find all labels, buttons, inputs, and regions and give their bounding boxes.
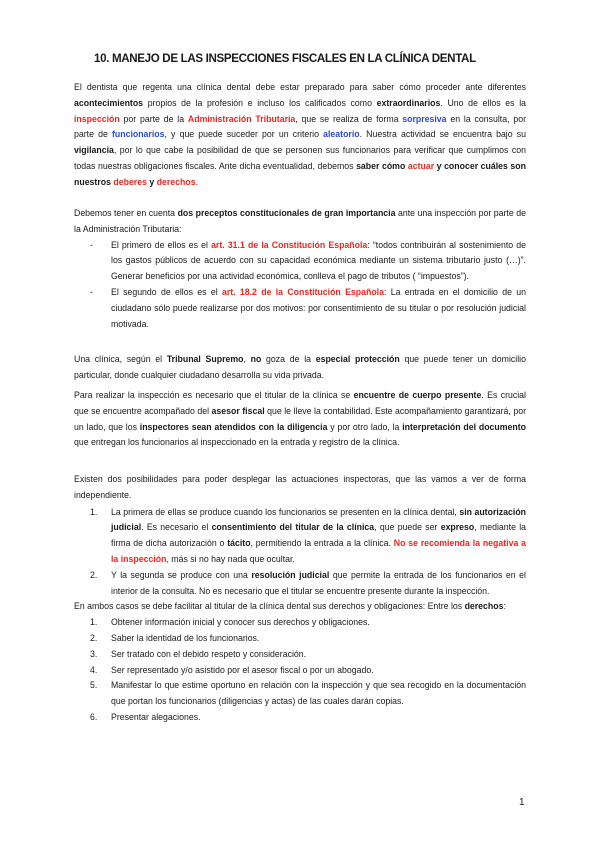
list-number: 1. <box>90 617 98 628</box>
supreme-court-paragraph <box>74 352 526 384</box>
text-run: , por lo que cabe la posibilidad de que se personen sus funcionarios para verificar que cumplimos con todas nuestras obligaciones fiscales. Ante dicha eventualidad, debemos <box>74 145 526 171</box>
highlight-red: Administración Tributaria <box>187 113 296 124</box>
rights-item-text: Obtener información inicial y conocer sus derechos y obligaciones. <box>111 617 370 628</box>
text-run: , mediante la firma de dicha autorización o <box>111 522 527 549</box>
list-item <box>74 238 526 285</box>
highlight-red: art. 18.2 de la Constitución Española <box>221 286 384 297</box>
text-run: y por otro lado, la <box>327 421 403 432</box>
text-run: : “todos contribuirán al sostenimiento de los gastos públicos de acuerdo con su capacidad económica mediante un sistema tributario justo (…)”. Generar beneficios por una actividad económica, conlleva el pago de tributos ( “impuestos”). <box>111 239 526 282</box>
text-run: Existen dos posibilidades para poder desplegar las actuaciones inspectoras, que las vamos a ver de forma independiente. <box>74 474 526 500</box>
text-run: . <box>195 176 199 187</box>
bullet-marker: - <box>90 286 93 297</box>
bold-run: resolución judicial <box>251 569 330 580</box>
bold-run: inspectores sean atendidos con la diligencia <box>139 421 328 432</box>
list-number: 2. <box>90 569 98 580</box>
bold-run: interpretación del documento <box>402 421 527 432</box>
bold-run: y <box>146 176 157 187</box>
text-run: . Es crucial que se encuentre acompañado del <box>74 390 526 416</box>
rights-item-text: Ser representado y/o asistido por el asesor fiscal o por un abogado. <box>111 664 374 675</box>
list-item <box>74 505 526 568</box>
text-run: , más si no hay nada que ocultar. <box>166 553 295 564</box>
bold-run: Tribunal Supremo <box>166 354 244 364</box>
bold-run: derechos <box>464 601 504 612</box>
bold-run: extraordinarios <box>376 97 441 108</box>
list-number: 6. <box>90 711 98 722</box>
bold-run: expreso <box>440 522 475 533</box>
text-run: por parte de la <box>119 113 188 124</box>
text-run: Debemos tener en cuenta <box>74 208 178 218</box>
rights-list-item <box>74 663 526 679</box>
text-run: que puede tener un domicilio particular, donde cualquier ciudadano desarrolla su vida privada. <box>74 354 526 380</box>
text-run: En ambos casos se debe facilitar al titular de la clínica dental sus derechos y obligaciones: Entre los <box>74 601 465 612</box>
bold-run: encuentre de cuerpo presente <box>353 390 482 400</box>
rights-item-text: Ser tratado con el debido respeto y consideración. <box>111 648 307 659</box>
highlight-red: deberes <box>110 176 147 187</box>
text-run: El dentista que regenta una clínica dental debe estar preparado para saber cómo proceder ante diferentes <box>74 82 526 92</box>
list-number: 4. <box>90 664 98 675</box>
page-number: 1 <box>519 797 525 808</box>
bold-run: especial protección <box>315 354 400 364</box>
text-run: Una clínica, según el <box>74 354 167 364</box>
list-number: 2. <box>90 632 98 643</box>
text-run: ante una inspección por parte de la Administración Tributaria: <box>74 208 526 234</box>
bold-run: tácito <box>227 538 251 549</box>
presence-paragraph <box>74 388 526 451</box>
text-run: . Es necesario el <box>141 522 212 533</box>
text-run: Y la segunda se produce con una <box>111 569 252 580</box>
bold-run: y conocer cuáles son nuestros <box>74 160 526 187</box>
bold-run: acontecimientos <box>74 97 144 108</box>
list-number: 3. <box>90 648 98 659</box>
text-run: Para realizar la inspección es necesario que el titular de la clínica se <box>74 390 354 400</box>
text-run: propios de la profesión e incluso los calificados como <box>143 97 377 108</box>
bold-run: consentimiento del titular de la clínica <box>211 522 375 533</box>
bold-run: vigilancia <box>74 145 114 156</box>
text-run: que entregan los funcionarios al inspeccionado en la entrada y registro de la clínica. <box>74 437 400 448</box>
text-run: . Nuestra actividad se encuentra bajo su <box>359 129 527 140</box>
highlight-blue: funcionarios <box>111 129 165 140</box>
constitution-section <box>74 206 526 332</box>
bold-run: no <box>250 354 262 364</box>
highlight-red: No se recomienda la negativa a la inspección <box>111 538 526 564</box>
list-number: 5. <box>90 680 98 691</box>
text-run: La primera de ellas se produce cuando los funcionarios se presenten en la clínica dental, <box>111 506 460 517</box>
text-run: El primero de ellos es el <box>111 239 212 250</box>
text-run: , que puede ser <box>374 522 441 533</box>
rights-list-item <box>74 647 526 663</box>
text-run: , permitiendo la entrada a la clínica. <box>250 538 394 549</box>
rights-list <box>74 615 526 726</box>
page-title: 10. MANEJO DE LAS INSPECCIONES FISCALES EN LA CLÍNICA DENTAL <box>94 52 476 65</box>
list-item <box>74 285 526 332</box>
highlight-red: actuar <box>405 160 435 171</box>
text-run: , <box>243 354 251 364</box>
text-run: que permite la entrada de los funcionarios en el interior de la consulta. No es necesario que el titular se encuentre presente durante la inspección. <box>111 569 526 596</box>
highlight-blue: aleatorio <box>323 129 360 140</box>
intro-paragraph <box>74 80 526 191</box>
rights-list-item <box>74 615 526 631</box>
rights-item-text: Presentar alegaciones. <box>111 711 201 722</box>
bold-run: asesor fiscal <box>211 405 265 416</box>
text-run: , y que puede suceder por un criterio <box>164 129 324 140</box>
text-run: que le lleve la contabilidad. Este acompañamiento garantizará, por un lado, que los <box>74 405 526 432</box>
highlight-red: art. 31.1 de la Constitución Española <box>211 239 368 250</box>
bold-run: sin autorización judicial <box>111 506 527 533</box>
bold-run: dos preceptos constitucionales de gran importancia <box>177 208 396 218</box>
text-run: en la consulta, por parte de <box>74 113 526 140</box>
text-run: : La entrada en el domicilio de un ciudadano sólo puede realizarse por dos motivos: por consentimiento de su titular o por resolución judicial motivada. <box>111 286 526 329</box>
rights-list-item <box>74 710 526 726</box>
bullet-marker: - <box>90 239 93 250</box>
text-run: , que se realiza de forma <box>295 113 403 124</box>
highlight-blue: sorpresiva <box>402 113 447 124</box>
list-item <box>74 568 526 600</box>
list-number: 1. <box>90 506 98 517</box>
text-run: goza de la <box>261 354 316 364</box>
bold-run: saber cómo <box>356 160 406 171</box>
rights-item-text: Saber la identidad de los funcionarios. <box>111 632 260 643</box>
text-run: El segundo de ellos es el <box>111 286 222 297</box>
rights-list-item <box>74 678 526 710</box>
possibilities-section <box>74 472 526 726</box>
text-run: . Uno de ellos es la <box>440 97 527 108</box>
rights-item-text: Manifestar lo que estime oportuno en relación con la inspección y que sea recogido en la documentación que portan los funcionarios (diligencias y actas) de las cuales darán copias. <box>111 680 526 707</box>
rights-list-item <box>74 631 526 647</box>
highlight-red: inspección <box>74 113 120 124</box>
highlight-red: derechos <box>156 176 196 187</box>
text-run: : <box>503 601 506 612</box>
